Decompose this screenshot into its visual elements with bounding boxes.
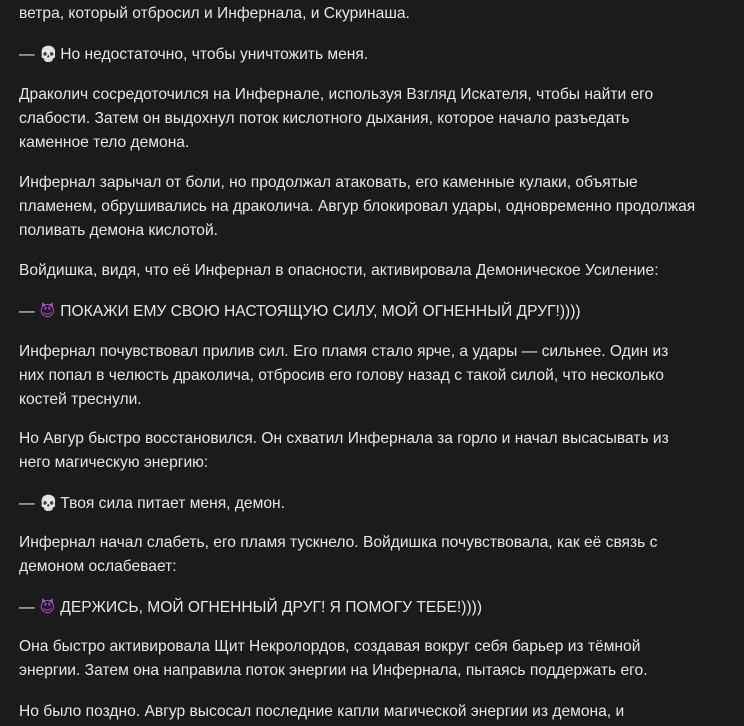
paragraph bbox=[19, 700, 624, 724]
skull-icon: 💀 bbox=[38, 45, 58, 63]
paragraph-line: него магическую энергию: bbox=[19, 454, 209, 471]
paragraph-line: пламенем, обрушивались на драколича. Авгур блокировал удары, одновременно продолжая bbox=[19, 198, 696, 215]
paragraph bbox=[19, 83, 653, 155]
dialogue-dash: — bbox=[19, 303, 35, 320]
paragraph-line: костей треснули. bbox=[19, 391, 142, 408]
dialogue-line-skull bbox=[19, 491, 285, 516]
paragraph bbox=[19, 259, 659, 283]
paragraph bbox=[19, 2, 410, 26]
paragraph-line: Инфернал почувствовал прилив сил. Его пламя стало ярче, а удары — сильнее. Один из bbox=[19, 343, 669, 360]
dialogue-dash: — bbox=[19, 46, 35, 63]
skull-icon: 💀 bbox=[38, 494, 58, 512]
dialogue-text: Твоя сила питает меня, демон. bbox=[60, 495, 285, 512]
dialogue-dash: — bbox=[19, 495, 35, 512]
devil-icon: 😈 bbox=[39, 302, 56, 320]
devil-icon: 😈 bbox=[39, 598, 56, 616]
dialogue-text: ДЕРЖИСЬ, МОЙ ОГНЕННЫЙ ДРУГ! Я ПОМОГУ ТЕБЕ!)))) bbox=[60, 599, 483, 616]
paragraph-line: ветра, который отбросил и Инфернала, и Скуринаша. bbox=[19, 5, 410, 22]
dialogue-line-devil bbox=[19, 299, 581, 324]
paragraph bbox=[19, 340, 668, 412]
paragraph bbox=[19, 427, 669, 475]
dialogue-dash: — bbox=[19, 599, 35, 616]
dialogue-line-skull bbox=[19, 42, 368, 67]
paragraph bbox=[19, 635, 648, 683]
paragraph-line: них попал в челюсть драколича, отбросив его голову назад с такой силой, что несколько bbox=[19, 367, 664, 384]
paragraph-line: Она быстро активировала Щит Некролордов, создавая вокруг себя барьер из тёмной bbox=[19, 638, 641, 655]
paragraph-line: Драколич сосредоточился на Инфернале, используя Взгляд Искателя, чтобы найти его bbox=[19, 86, 654, 103]
paragraph bbox=[19, 171, 695, 243]
dialogue-line-devil bbox=[19, 595, 482, 620]
paragraph-line: демоном ослабевает: bbox=[19, 558, 177, 575]
dialogue-text: ПОКАЖИ ЕМУ СВОЮ НАСТОЯЩУЮ СИЛУ, МОЙ ОГНЕННЫЙ ДРУГ!)))) bbox=[60, 303, 581, 320]
paragraph-line: Но было поздно. Авгур высосал последние капли магической энергии из демона, и bbox=[19, 703, 625, 720]
paragraph-line: каменное тело демона. bbox=[19, 134, 190, 151]
paragraph-line: Войдишка, видя, что её Инфернал в опасности, активировала Демоническое Усиление: bbox=[19, 262, 659, 279]
paragraph-line: Инфернал начал слабеть, его пламя тускнело. Войдишка почувствовала, как её связь с bbox=[19, 534, 658, 551]
paragraph-line: энергии. Затем она направила поток энергии на Инфернала, пытаясь поддержать его. bbox=[19, 662, 648, 679]
paragraph-line: слабости. Затем он выдохнул поток кислотного дыхания, которое начало разъедать bbox=[19, 110, 630, 127]
paragraph-line: Инфернал зарычал от боли, но продолжал атаковать, его каменные кулаки, объятые bbox=[19, 174, 638, 191]
paragraph-line: поливать демона кислотой. bbox=[19, 222, 219, 239]
paragraph bbox=[19, 531, 657, 579]
paragraph-line: Но Авгур быстро восстановился. Он схватил Инфернала за горло и начал высасывать из bbox=[19, 430, 669, 447]
dialogue-text: Но недостаточно, чтобы уничтожить меня. bbox=[60, 46, 369, 63]
